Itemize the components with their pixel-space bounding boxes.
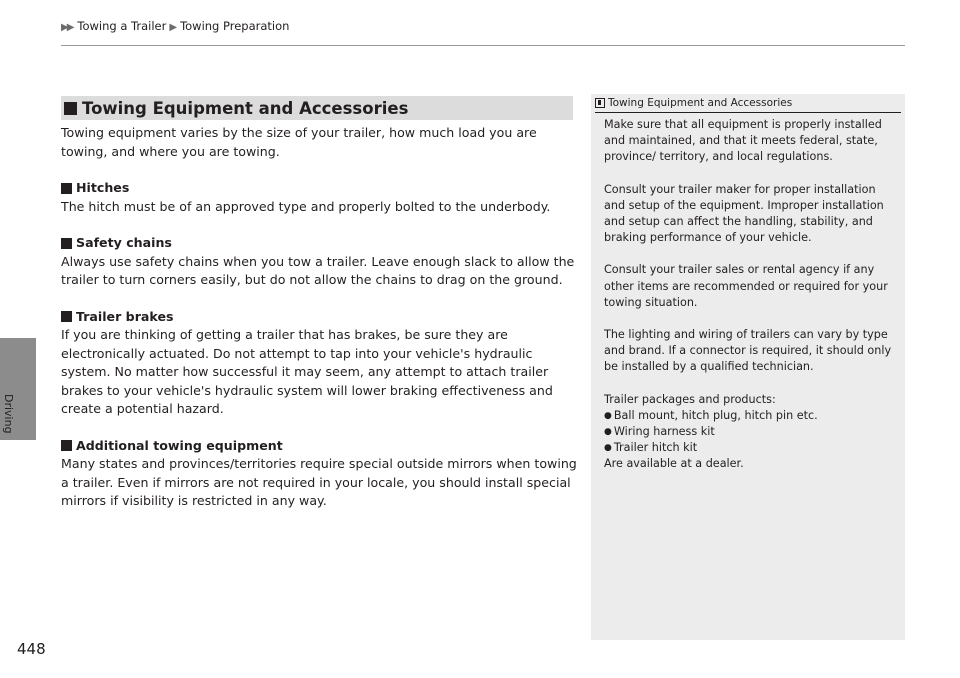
list-item <box>604 424 900 440</box>
chapter-label-text: Driving <box>2 394 15 434</box>
sidebar-note-panel <box>591 94 905 640</box>
subsection-heading <box>61 234 581 253</box>
subsection-hitches <box>61 179 581 216</box>
subsection-safety-chains <box>61 234 581 290</box>
breadcrumb-arrow-icon: ▶ <box>169 22 176 33</box>
sidebar-paragraph: Consult your trailer sales or rental agency if any other items are recommended or required for your towing situation. <box>604 263 888 309</box>
subsection-heading <box>61 437 581 456</box>
list-item-text: Trailer hitch kit <box>613 441 698 455</box>
subsection-additional-towing-equipment <box>61 437 581 511</box>
section-title: Towing Equipment and Accessories <box>82 98 409 118</box>
page-number: 448 <box>17 640 46 658</box>
subsection-heading-text: Trailer brakes <box>76 308 174 324</box>
section-square-icon <box>64 102 77 115</box>
square-bullet-icon <box>61 440 72 451</box>
breadcrumb-item-towing-a-trailer[interactable]: Towing a Trailer <box>77 19 167 33</box>
header-divider <box>61 45 905 46</box>
intro-paragraph: Towing equipment varies by the size of your trailer, how much load you are towing, and where you are towing. <box>61 125 537 159</box>
sidebar-list-intro: Trailer packages and products: <box>604 392 776 406</box>
bullet-icon: ● <box>604 410 612 421</box>
subsection-heading-text: Additional towing equipment <box>76 437 283 453</box>
main-content <box>61 124 581 529</box>
breadcrumb-item-towing-preparation[interactable]: Towing Preparation <box>180 19 290 33</box>
bullet-icon: ● <box>604 427 612 438</box>
list-item-text: Ball mount, hitch plug, hitch pin etc. <box>613 408 818 422</box>
subsection-heading <box>61 308 581 327</box>
product-list <box>604 408 900 457</box>
subsection-heading-text: Hitches <box>76 180 130 195</box>
subsection-heading-text: Safety chains <box>76 235 172 250</box>
square-bullet-icon <box>61 183 72 194</box>
square-bullet-icon <box>61 311 72 322</box>
sidebar-paragraph: Consult your trailer maker for proper installation and setup of the equipment. Improper installation and setup can affect the handling, stability, and braking performance of your vehicle. <box>604 182 884 245</box>
subsection-text: The hitch must be of an approved type and properly bolted to the underbody. <box>61 198 551 214</box>
subsection-text: If you are thinking of getting a trailer that has brakes, be sure they are electronically actuated. Do not attempt to tap into your vehicle's hydraulic system. No matter how successful it may seem, any attempt to attach trailer brakes to your vehicle's hydraulic system will lower braking effectiveness and create a potential hazard. <box>61 327 553 416</box>
subsection-text: Always use safety chains when you tow a trailer. Leave enough slack to allow the trailer to turn corners easily, but do not allow the chains to drag on the ground. <box>61 253 575 287</box>
chapter-tab-label <box>0 394 18 454</box>
breadcrumb-arrow-icon: ▶▶ <box>61 22 73 33</box>
subsection-trailer-brakes <box>61 308 581 419</box>
sidebar-heading-text: Towing Equipment and Accessories <box>608 97 793 109</box>
note-reference-icon <box>595 98 605 108</box>
list-item <box>604 440 900 456</box>
subsection-text: Many states and provinces/territories require special outside mirrors when towing a trailer. Even if mirrors are not required in your locale, you should install special mirrors if visibility is restricted in any way. <box>61 456 577 508</box>
sidebar-paragraph: Make sure that all equipment is properly installed and maintained, and that it meets federal, state, province/ territory, and local regulations. <box>604 118 882 164</box>
sidebar-list-outro: Are available at a dealer. <box>604 457 744 471</box>
square-bullet-icon <box>61 238 72 249</box>
subsection-heading <box>61 179 581 198</box>
sidebar-body <box>604 117 900 489</box>
list-item <box>604 408 900 424</box>
section-title-bar <box>61 96 573 120</box>
bullet-icon: ● <box>604 443 612 454</box>
sidebar-paragraph: The lighting and wiring of trailers can vary by type and brand. If a connector is required, it should only be installed by a qualified technician. <box>604 328 892 374</box>
sidebar-heading <box>595 97 901 113</box>
list-item-text: Wiring harness kit <box>613 425 715 439</box>
breadcrumb <box>61 19 289 33</box>
